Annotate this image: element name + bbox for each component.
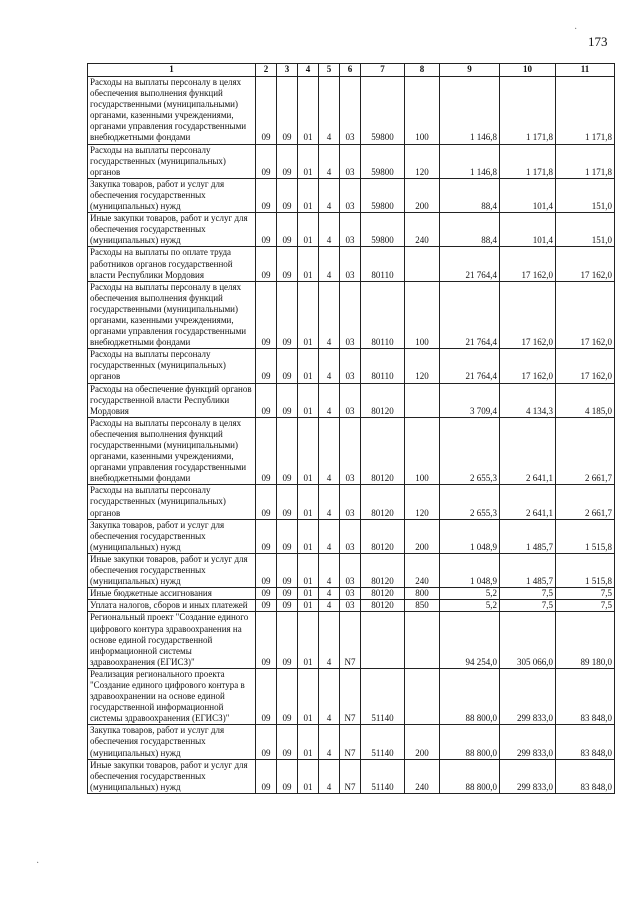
col-expense-type: 100 [405,417,440,485]
col-expense-type: 120 [405,485,440,519]
col-program: 4 [319,247,340,281]
col-ministry: 09 [256,519,277,553]
col-amount-year3: 1 515,8 [556,553,615,587]
col-section: 09 [277,349,298,383]
table-row [88,759,615,793]
col-section: 09 [277,668,298,724]
col-subsection: 01 [298,77,319,145]
row-name: Иные закупки товаров, работ и услуг для обеспечения государственных (муниципальных) нужд [88,759,256,793]
col-subsection: 01 [298,725,319,759]
col-amount-year3: 151,0 [556,178,615,212]
col-amount-year2: 1 171,8 [500,144,556,178]
col-direction: 80120 [361,553,405,587]
col-amount-year2: 7,5 [500,588,556,600]
row-name: Расходы на выплаты по оплате труда работников органов государственной власти Республики Мордовия [88,247,256,281]
col-amount-year1: 21 764,4 [440,349,500,383]
table-row [88,77,615,145]
col-amount-year1: 3 709,4 [440,383,500,417]
col-direction: 80120 [361,383,405,417]
col-amount-year3: 2 661,7 [556,485,615,519]
col-program: 4 [319,588,340,600]
column-header: 10 [500,64,556,77]
col-subsection: 01 [298,519,319,553]
col-amount-year1: 1 146,8 [440,144,500,178]
row-name: Региональный проект "Создание единого цифрового контура здравоохранения на основе единой государственной информационной системы здравоохранения (ЕГИСЗ)" [88,612,256,668]
col-subprogram: 03 [340,600,361,612]
col-direction: 80120 [361,417,405,485]
col-section: 09 [277,247,298,281]
col-amount-year2: 2 641,1 [500,485,556,519]
col-section: 09 [277,612,298,668]
col-program: 4 [319,725,340,759]
column-header: 9 [440,64,500,77]
column-header: 4 [298,64,319,77]
col-amount-year2: 305 066,0 [500,612,556,668]
col-amount-year3: 17 162,0 [556,247,615,281]
col-ministry: 09 [256,213,277,247]
col-direction: 80120 [361,600,405,612]
col-expense-type: 240 [405,553,440,587]
col-amount-year2: 299 833,0 [500,759,556,793]
col-subsection: 01 [298,668,319,724]
col-program: 4 [319,144,340,178]
col-expense-type [405,668,440,724]
col-direction: 80110 [361,349,405,383]
col-amount-year1: 5,2 [440,600,500,612]
table-row [88,588,615,600]
col-subprogram: N7 [340,668,361,724]
col-subprogram: N7 [340,612,361,668]
col-amount-year2: 1 485,7 [500,519,556,553]
row-name: Реализация регионального проекта "Создание единого цифрового контура в здравоохранении на основе единой государственной информационной системы здравоохранения (ЕГИСЗ)" [88,668,256,724]
row-name: Расходы на выплаты персоналу государственных (муниципальных) органов [88,144,256,178]
col-program: 4 [319,417,340,485]
col-subsection: 01 [298,281,319,349]
column-header: 5 [319,64,340,77]
col-ministry: 09 [256,281,277,349]
col-amount-year3: 1 171,8 [556,77,615,145]
col-program: 4 [319,600,340,612]
col-direction: 59800 [361,144,405,178]
col-subprogram: 03 [340,213,361,247]
col-expense-type [405,612,440,668]
col-amount-year3: 151,0 [556,213,615,247]
budget-table [87,63,615,794]
col-amount-year3: 17 162,0 [556,349,615,383]
col-amount-year2: 299 833,0 [500,668,556,724]
col-expense-type: 850 [405,600,440,612]
col-subsection: 01 [298,213,319,247]
col-subsection: 01 [298,383,319,417]
col-program: 4 [319,281,340,349]
col-subprogram: 03 [340,349,361,383]
row-name: Иные бюджетные ассигнования [88,588,256,600]
col-subprogram: 03 [340,417,361,485]
col-amount-year3: 83 848,0 [556,725,615,759]
col-amount-year2: 299 833,0 [500,725,556,759]
col-amount-year1: 2 655,3 [440,417,500,485]
col-amount-year1: 88 800,0 [440,725,500,759]
column-header: 3 [277,64,298,77]
column-header: 8 [405,64,440,77]
col-ministry: 09 [256,349,277,383]
col-amount-year3: 89 180,0 [556,612,615,668]
col-section: 09 [277,213,298,247]
col-amount-year2: 7,5 [500,600,556,612]
scan-mark: · [36,858,40,869]
col-expense-type: 120 [405,349,440,383]
table-row [88,247,615,281]
col-ministry: 09 [256,144,277,178]
col-expense-type: 200 [405,519,440,553]
col-subsection: 01 [298,417,319,485]
col-section: 09 [277,600,298,612]
col-amount-year1: 94 254,0 [440,612,500,668]
row-name: Уплата налогов, сборов и иных платежей [88,600,256,612]
col-direction: 80120 [361,485,405,519]
row-name: Расходы на выплаты персоналу в целях обеспечения выполнения функций государственными (муниципальными) органами, казенными учреждениями, органами управления государственными внебюджетными фондами [88,417,256,485]
col-expense-type: 200 [405,725,440,759]
col-amount-year3: 83 848,0 [556,759,615,793]
col-expense-type: 200 [405,178,440,212]
table-row [88,612,615,668]
col-expense-type: 240 [405,213,440,247]
col-direction: 51140 [361,759,405,793]
col-amount-year1: 88 800,0 [440,759,500,793]
col-direction: 80110 [361,247,405,281]
col-subprogram: 03 [340,553,361,587]
col-direction: 59800 [361,213,405,247]
col-amount-year1: 21 764,4 [440,281,500,349]
col-ministry: 09 [256,178,277,212]
col-ministry: 09 [256,588,277,600]
col-section: 09 [277,144,298,178]
col-subsection: 01 [298,144,319,178]
table-body [88,77,615,794]
col-amount-year2: 101,4 [500,213,556,247]
col-section: 09 [277,759,298,793]
column-header: 1 [88,64,256,77]
col-amount-year2: 1 171,8 [500,77,556,145]
row-name: Расходы на выплаты персоналу в целях обеспечения выполнения функций государственными (муниципальными) органами, казенными учреждениями, органами управления государственными внебюджетными фондами [88,77,256,145]
col-subprogram: 03 [340,77,361,145]
row-name: Закупка товаров, работ и услуг для обеспечения государственных (муниципальных) нужд [88,725,256,759]
col-section: 09 [277,588,298,600]
column-header: 2 [256,64,277,77]
col-ministry: 09 [256,725,277,759]
col-program: 4 [319,759,340,793]
col-direction: 51140 [361,668,405,724]
col-expense-type [405,383,440,417]
col-amount-year3: 7,5 [556,600,615,612]
col-amount-year3: 4 185,0 [556,383,615,417]
col-direction: 59800 [361,178,405,212]
row-name: Иные закупки товаров, работ и услуг для обеспечения государственных (муниципальных) нужд [88,213,256,247]
row-name: Расходы на выплаты персоналу государственных (муниципальных) органов [88,349,256,383]
table-row [88,213,615,247]
table-row [88,178,615,212]
col-section: 09 [277,77,298,145]
col-program: 4 [319,213,340,247]
row-name: Закупка товаров, работ и услуг для обеспечения государственных (муниципальных) нужд [88,519,256,553]
col-amount-year1: 1 146,8 [440,77,500,145]
col-amount-year2: 2 641,1 [500,417,556,485]
col-subprogram: 03 [340,178,361,212]
col-direction: 80120 [361,519,405,553]
col-subsection: 01 [298,588,319,600]
row-name: Расходы на обеспечение функций органов государственной власти Республики Мордовия [88,383,256,417]
col-subsection: 01 [298,759,319,793]
col-section: 09 [277,725,298,759]
col-direction: 59800 [361,77,405,145]
row-name: Иные закупки товаров, работ и услуг для обеспечения государственных (муниципальных) нужд [88,553,256,587]
table-row [88,485,615,519]
col-subprogram: 03 [340,281,361,349]
col-program: 4 [319,612,340,668]
col-subsection: 01 [298,600,319,612]
table-row [88,600,615,612]
col-section: 09 [277,178,298,212]
table-row [88,383,615,417]
col-subsection: 01 [298,485,319,519]
table-row [88,417,615,485]
col-amount-year3: 2 661,7 [556,417,615,485]
col-ministry: 09 [256,759,277,793]
row-name: Закупка товаров, работ и услуг для обеспечения государственных (муниципальных) нужд [88,178,256,212]
col-program: 4 [319,519,340,553]
table-row [88,281,615,349]
col-program: 4 [319,77,340,145]
col-expense-type: 100 [405,77,440,145]
col-subprogram: N7 [340,725,361,759]
row-name: Расходы на выплаты персоналу в целях обеспечения выполнения функций государственными (муниципальными) органами, казенными учреждениями, органами управления государственными внебюджетными фондами [88,281,256,349]
col-section: 09 [277,383,298,417]
col-direction: 80110 [361,281,405,349]
col-amount-year2: 101,4 [500,178,556,212]
col-amount-year2: 4 134,3 [500,383,556,417]
table-header-row [88,64,615,77]
col-subsection: 01 [298,349,319,383]
col-amount-year3: 83 848,0 [556,668,615,724]
column-header: 7 [361,64,405,77]
column-header: 6 [340,64,361,77]
col-amount-year1: 2 655,3 [440,485,500,519]
col-subsection: 01 [298,553,319,587]
col-section: 09 [277,417,298,485]
table-row [88,144,615,178]
col-ministry: 09 [256,668,277,724]
col-program: 4 [319,485,340,519]
table-row [88,349,615,383]
col-ministry: 09 [256,553,277,587]
col-section: 09 [277,553,298,587]
col-expense-type: 100 [405,281,440,349]
col-program: 4 [319,349,340,383]
col-amount-year1: 1 048,9 [440,553,500,587]
col-direction [361,612,405,668]
col-program: 4 [319,383,340,417]
col-amount-year3: 17 162,0 [556,281,615,349]
col-amount-year1: 21 764,4 [440,247,500,281]
col-subsection: 01 [298,612,319,668]
col-subprogram: 03 [340,383,361,417]
col-subprogram: 03 [340,485,361,519]
col-subprogram: 03 [340,519,361,553]
table-row [88,725,615,759]
page-number: 173 [588,34,608,49]
col-amount-year2: 17 162,0 [500,247,556,281]
col-expense-type: 800 [405,588,440,600]
col-amount-year2: 17 162,0 [500,349,556,383]
col-amount-year1: 88,4 [440,178,500,212]
col-expense-type: 120 [405,144,440,178]
col-expense-type: 240 [405,759,440,793]
col-amount-year2: 1 485,7 [500,553,556,587]
col-amount-year3: 1 171,8 [556,144,615,178]
col-subprogram: 03 [340,247,361,281]
table-row [88,668,615,724]
col-ministry: 09 [256,612,277,668]
col-direction: 80120 [361,588,405,600]
col-subprogram: 03 [340,144,361,178]
col-ministry: 09 [256,600,277,612]
col-amount-year3: 7,5 [556,588,615,600]
col-amount-year3: 1 515,8 [556,519,615,553]
col-amount-year1: 88,4 [440,213,500,247]
col-amount-year1: 88 800,0 [440,668,500,724]
col-program: 4 [319,553,340,587]
col-ministry: 09 [256,77,277,145]
col-subprogram: N7 [340,759,361,793]
col-section: 09 [277,281,298,349]
col-section: 09 [277,519,298,553]
col-subsection: 01 [298,178,319,212]
row-name: Расходы на выплаты персоналу государственных (муниципальных) органов [88,485,256,519]
col-section: 09 [277,485,298,519]
col-subprogram: 03 [340,588,361,600]
col-program: 4 [319,668,340,724]
col-amount-year2: 17 162,0 [500,281,556,349]
col-program: 4 [319,178,340,212]
col-ministry: 09 [256,485,277,519]
col-ministry: 09 [256,247,277,281]
col-direction: 51140 [361,725,405,759]
col-subsection: 01 [298,247,319,281]
col-ministry: 09 [256,417,277,485]
col-amount-year1: 5,2 [440,588,500,600]
table-row [88,519,615,553]
table-row [88,553,615,587]
col-ministry: 09 [256,383,277,417]
column-header: 11 [556,64,615,77]
col-amount-year1: 1 048,9 [440,519,500,553]
col-expense-type [405,247,440,281]
scan-mark: · [574,24,578,35]
